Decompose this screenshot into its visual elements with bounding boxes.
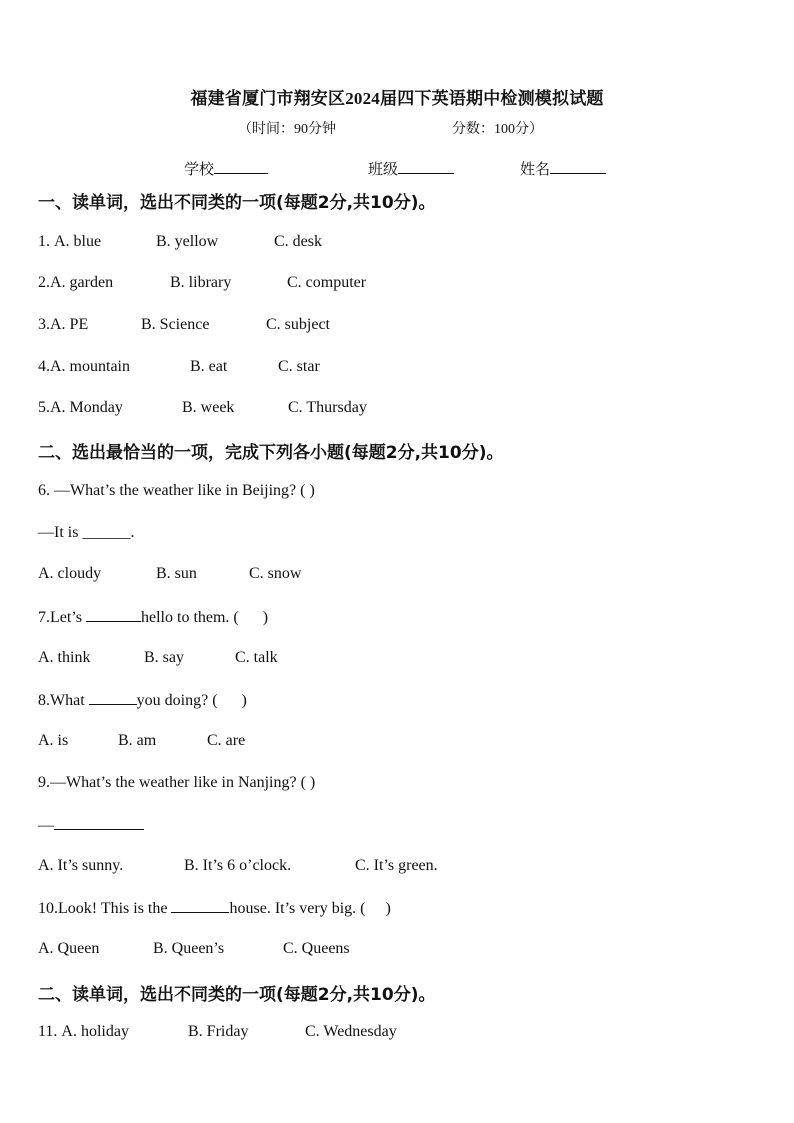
question-10-stem (38, 898, 391, 918)
q8-option-b[interactable]: B. am (118, 732, 157, 749)
q8-stem-pre: 8.What (38, 692, 89, 709)
q9-dash: — (38, 817, 54, 834)
q7-stem-pre: 7.Let’s (38, 609, 86, 626)
q4-option-a[interactable]: A. mountain (50, 358, 130, 375)
q8-stem-post: you doing? ( ) (136, 692, 247, 709)
q10-blank[interactable] (171, 898, 229, 913)
q1-number: 1. (38, 233, 54, 250)
school-blank[interactable] (214, 159, 268, 174)
class-field (368, 158, 454, 179)
q9-option-c[interactable]: C. It’s green. (355, 857, 438, 874)
q6-option-a[interactable]: A. cloudy (38, 565, 102, 582)
q11-option-c[interactable]: C. Wednesday (305, 1023, 397, 1040)
class-label: 班级 (368, 162, 399, 178)
q11-number: 11. (38, 1023, 62, 1040)
question-6-options (38, 565, 302, 583)
question-3 (38, 316, 330, 334)
q3-option-a[interactable]: A. PE (50, 316, 89, 333)
q3-option-b[interactable]: B. Science (141, 316, 210, 333)
question-8-stem (38, 690, 247, 710)
q4-option-b[interactable]: B. eat (190, 358, 228, 375)
class-blank[interactable] (398, 159, 454, 174)
q5-number: 5. (38, 399, 50, 416)
q7-option-c[interactable]: C. talk (235, 649, 278, 666)
exam-time: （时间：90分钟 (238, 122, 336, 137)
q4-number: 4. (38, 358, 50, 375)
q3-number: 3. (38, 316, 50, 333)
q2-option-b[interactable]: B. library (170, 274, 232, 291)
q1-option-a[interactable]: A. blue (54, 233, 102, 250)
school-field (184, 158, 268, 179)
name-blank[interactable] (550, 159, 606, 174)
q6-option-c[interactable]: C. snow (249, 565, 302, 582)
q7-option-b[interactable]: B. say (144, 649, 184, 666)
q1-option-b[interactable]: B. yellow (156, 233, 219, 250)
question-5 (38, 399, 367, 417)
question-2 (38, 274, 367, 292)
question-10-options (38, 940, 350, 958)
q10-option-c[interactable]: C. Queens (283, 940, 350, 957)
q5-option-c[interactable]: C. Thursday (288, 399, 367, 416)
q10-stem-pre: 10.Look! This is the (38, 900, 172, 917)
q8-blank[interactable] (89, 690, 137, 705)
question-1 (38, 233, 322, 251)
q8-option-a[interactable]: A. is (38, 732, 69, 749)
question-9-answer (38, 815, 144, 835)
q10-stem-post: house. It’s very big. ( ) (229, 900, 391, 917)
name-field (520, 158, 606, 179)
question-11 (38, 1023, 397, 1041)
question-9-stem: 9.—What’s the weather like in Nanjing? ( ) (38, 774, 316, 791)
q10-option-b[interactable]: B. Queen’s (153, 940, 225, 957)
exam-title: 福建省厦门市翔安区2024届四下英语期中检测模拟试题 (190, 89, 604, 108)
question-6-stem: 6. —What’s the weather like in Beijing? ( ) (38, 482, 315, 499)
q9-option-b[interactable]: B. It’s 6 o’clock. (184, 857, 292, 874)
q7-option-a[interactable]: A. think (38, 649, 91, 666)
q9-blank[interactable] (54, 815, 144, 830)
question-7-options (38, 649, 278, 667)
school-label: 学校 (184, 162, 215, 178)
q11-option-b[interactable]: B. Friday (188, 1023, 249, 1040)
q1-option-c[interactable]: C. desk (274, 233, 322, 250)
q6-option-b[interactable]: B. sun (156, 565, 197, 582)
section3-heading: 二、读单词，选出不同类的一项(每题2分,共10分)。 (38, 985, 436, 1005)
q10-option-a[interactable]: A. Queen (38, 940, 100, 957)
q2-option-a[interactable]: A. garden (50, 274, 114, 291)
q9-option-a[interactable]: A. It’s sunny. (38, 857, 124, 874)
q5-option-b[interactable]: B. week (182, 399, 235, 416)
q4-option-c[interactable]: C. star (278, 358, 320, 375)
section1-heading: 一、读单词，选出不同类的一项(每题2分,共10分)。 (38, 193, 436, 213)
name-label: 姓名 (520, 162, 551, 178)
exam-score: 分数：100分） (452, 122, 543, 137)
q11-option-a[interactable]: A. holiday (61, 1023, 129, 1040)
q2-number: 2. (38, 274, 50, 291)
section2-heading: 二、选出最恰当的一项，完成下列各小题(每题2分,共10分)。 (38, 443, 504, 463)
q2-option-c[interactable]: C. computer (287, 274, 367, 291)
q7-blank[interactable] (86, 607, 141, 622)
question-8-options (38, 732, 246, 750)
question-6-answer: —It is ______. (38, 524, 135, 541)
q5-option-a[interactable]: A. Monday (50, 399, 123, 416)
question-4 (38, 358, 320, 376)
q3-option-c[interactable]: C. subject (266, 316, 330, 333)
q8-option-c[interactable]: C. are (207, 732, 246, 749)
question-9-options (38, 857, 438, 875)
q7-stem-post: hello to them. ( ) (141, 609, 269, 626)
question-7-stem (38, 607, 268, 627)
